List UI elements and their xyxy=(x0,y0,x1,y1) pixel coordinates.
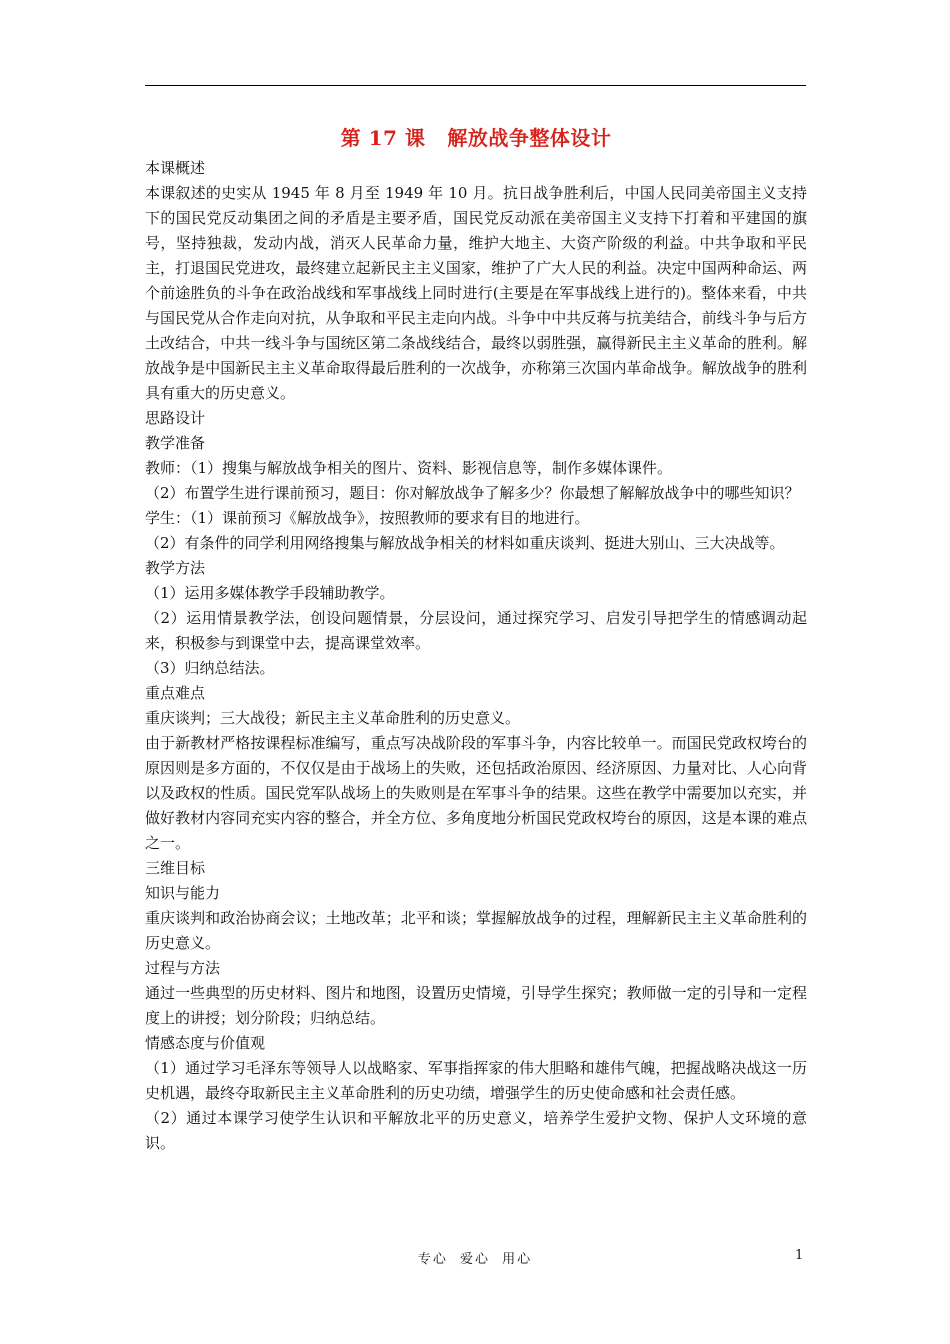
values-1: （1）通过学习毛泽东等领导人以战略家、军事指挥家的伟大胆略和雄伟气魄，把握战略决战这一历史机遇，最终夺取新民主主义革命胜利的历史功绩，增强学生的历史使命感和社会责任感。 xyxy=(145,1059,807,1102)
knowledge-paragraph: 重庆谈判和政治协商会议；土地改革；北平和谈；掌握解放战争的过程，理解新民主主义革命胜利的历史意义。 xyxy=(145,909,807,952)
lesson-number: 第 17 课 xyxy=(340,126,426,150)
footer-motto: 专心 爱心 用心 xyxy=(417,1252,533,1267)
method-3: （3）归纳总结法。 xyxy=(145,659,275,677)
subheading-methods: 教学方法 xyxy=(145,559,206,577)
page-number: 1 xyxy=(795,1248,804,1263)
method-1: （1）运用多媒体教学手段辅助教学。 xyxy=(145,584,395,602)
key-points: 重庆谈判；三大战役；新民主主义革命胜利的历史意义。 xyxy=(145,709,521,727)
document-page xyxy=(145,120,807,1156)
difficulty-paragraph: 由于新教材严格按课程标准编写，重点写决战阶段的军事斗争，内容比较单一。而国民党政权垮台的原因则是多方面的，不仅仅是由于战场上的失败，还包括政治原因、经济原因、力量对比、人心向背以及政权的性质。国民党军队战场上的失败则是在军事斗争的结果。这些在教学中需要加以充实，并做好教材内容同充实内容的整合，并全方位、多角度地分析国民党政权垮台的原因，这是本课的难点之一。 xyxy=(145,734,807,852)
lesson-name: 解放战争整体设计 xyxy=(447,126,612,150)
values-2: （2）通过本课学习使学生认识和平解放北平的历史意义，培养学生爱护文物、保护人文环境的意识。 xyxy=(145,1109,807,1152)
process-paragraph: 通过一些典型的历史材料、图片和地图，设置历史情境，引导学生探究；教师做一定的引导和一定程度上的讲授；划分阶段；归纳总结。 xyxy=(145,984,807,1027)
subheading-knowledge: 知识与能力 xyxy=(145,884,221,902)
section-heading-design: 思路设计 xyxy=(145,409,206,427)
section-heading-overview: 本课概述 xyxy=(145,159,206,177)
subheading-key-points: 重点难点 xyxy=(145,684,206,702)
teacher-prep-2: （2）布置学生进行课前预习，题目：你对解放战争了解多少？你最想了解解放战争中的哪些知识？ xyxy=(145,484,800,502)
subheading-process: 过程与方法 xyxy=(145,959,221,977)
subheading-objectives: 三维目标 xyxy=(145,859,206,877)
subheading-preparation: 教学准备 xyxy=(145,434,206,452)
subheading-values: 情感态度与价值观 xyxy=(145,1034,266,1052)
student-prep-2: （2）有条件的同学利用网络搜集与解放战争相关的材料如重庆谈判、挺进大别山、三大决战等。 xyxy=(145,534,785,552)
student-prep-1: 学生：（1）课前预习《解放战争》，按照教师的要求有目的地进行。 xyxy=(145,509,590,527)
method-2: （2）运用情景教学法，创设问题情景，分层设问，通过探究学习、启发引导把学生的情感调动起来，积极参与到课堂中去，提高课堂效率。 xyxy=(145,609,807,652)
header-rule xyxy=(145,85,806,86)
overview-paragraph: 本课叙述的史实从 1945 年 8 月至 1949 年 10 月。抗日战争胜利后，中国人民同美帝国主义支持下的国民党反动集团之间的矛盾是主要矛盾，国民党反动派在美帝国主义支持下打着和平建国的旗号，坚持独裁，发动内战，消灭人民革命力量，维护大地主、大资产阶级的利益。中共争取和平民主，打退国民党进攻，最终建立起新民主主义国家，维护了广大人民的利益。决定中国两种命运、两个前途胜负的斗争在政治战线和军事战线上同时进行(主要是在军事战线上进行的)。整体来看，中共与国民党从合作走向对抗，从争取和平民主走向内战。斗争中中共反蒋与抗美结合，前线斗争与后方土改结合，中共一线斗争与国统区第二条战线结合，最终以弱胜强，赢得新民主主义革命的胜利。解放战争是中国新民主主义革命取得最后胜利的一次战争，亦称第三次国内革命战争。解放战争的胜利具有重大的历史意义。 xyxy=(145,184,807,402)
lesson-title xyxy=(145,123,807,153)
teacher-prep-1: 教师：（1）搜集与解放战争相关的图片、资料、影视信息等，制作多媒体课件。 xyxy=(145,459,673,477)
